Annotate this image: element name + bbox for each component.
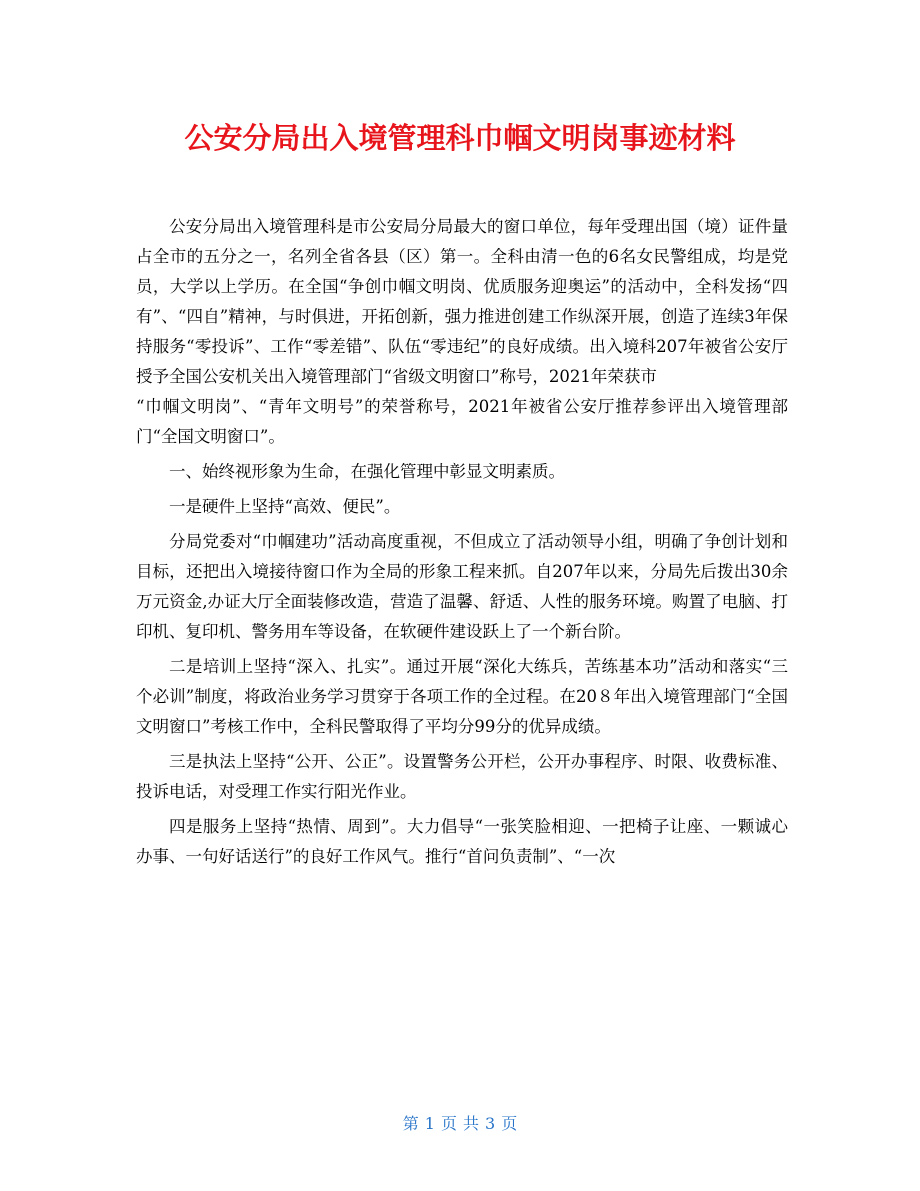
footer-page-number: 1	[424, 1114, 435, 1133]
page-footer	[0, 1112, 920, 1136]
document-body	[136, 212, 788, 872]
footer-prefix: 第	[402, 1114, 419, 1133]
paragraph-service: 四是服务上坚持“热情、周到”。大力倡导“一张笑脸相迎、一把椅子让座、一颗诚心办事、一句好话送行”的良好工作风气。推行“首问负责制”、“一次	[136, 817, 788, 866]
footer-page-word: 页	[440, 1114, 457, 1133]
document-title: 公安分局出入境管理科巾帼文明岗事迹材料	[184, 121, 736, 155]
paragraph-intro-continued: “巾帼文明岗”、“青年文明号”的荣誉称号，2021年被省公安厅推荐参评出入境管理部门“全国文明窗口”。	[136, 397, 788, 446]
subheading-hardware: 一是硬件上坚持“高效、便民”。	[169, 497, 401, 516]
paragraph-law-enforcement: 三是执法上坚持“公开、公正”。设置警务公开栏，公开办事程序、时限、收费标准、投诉电话，对受理工作实行阳光作业。	[136, 752, 788, 801]
footer-total-prefix: 共	[463, 1114, 480, 1133]
paragraph-training: 二是培训上坚持“深入、扎实”。通过开展“深化大练兵，苦练基本功”活动和落实“三个必训”制度，将政治业务学习贯穿于各项工作的全过程。在20８年出入境管理部门“全国文明窗口”考核工作中，全科民警取得了平均分99分的优异成绩。	[136, 657, 788, 736]
footer-suffix: 页	[501, 1114, 518, 1133]
paragraph-intro: 公安分局出入境管理科是市公安局分局最大的窗口单位，每年受理出国（境）证件量占全市的五分之一，名列全省各县（区）第一。全科由清一色的6名女民警组成，均是党员，大学以上学历。在全国“争创巾帼文明岗、优质服务迎奥运”的活动中，全科发扬“四有”、“四自”精神，与时俱进，开拓创新，强力推进创建工作纵深开展，创造了连续3年保持服务“零投诉”、工作“零差错”、队伍“零违纪”的良好成绩。出入境科207年被省公安厅授予全国公安机关出入境管理部门“省级文明窗口”称号，2021年荣获市	[136, 217, 788, 386]
section-heading-1: 一、始终视形象为生命，在强化管理中彰显文明素质。	[169, 462, 565, 481]
footer-total-pages: 3	[485, 1114, 496, 1133]
paragraph-hardware: 分局党委对“巾帼建功”活动高度重视，不但成立了活动领导小组，明确了争创计划和目标，还把出入境接待窗口作为全局的形象工程来抓。自207年以来，分局先后拨出30余万元资金,办证大厅全面装修改造，营造了温馨、舒适、人性的服务环境。购置了电脑、打印机、复印机、警务用车等设备，在软硬件建设跃上了一个新台阶。	[136, 532, 788, 641]
